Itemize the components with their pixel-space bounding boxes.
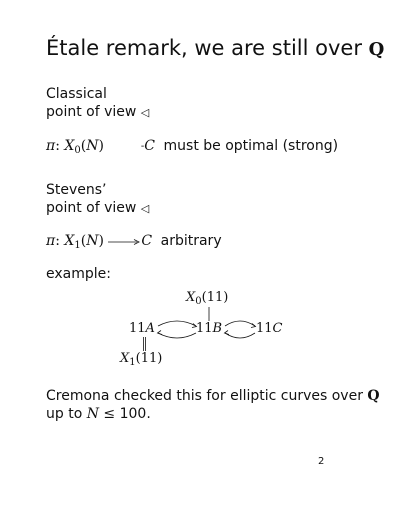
stevens-heading: Stevens’ xyxy=(46,182,107,198)
classical-heading: Classical xyxy=(46,86,107,102)
statement-optimal: π: $X_0(N)$ -C must be optimal (strong) xyxy=(46,138,339,156)
diagram-node-C: 11C xyxy=(256,321,283,336)
right-arrow-icon xyxy=(107,237,141,247)
stevens-subheading-text: point of view xyxy=(46,200,137,216)
statement-arbitrary xyxy=(46,233,222,251)
page-number: 2 xyxy=(318,456,325,467)
target-curve: C xyxy=(141,233,153,249)
optimal-text: must be optimal (strong) xyxy=(163,138,339,154)
arbitrary-text: arbitrary xyxy=(160,233,222,249)
cremona-line-1: Cremona checked this for elliptic curves over Q xyxy=(46,388,380,404)
field-symbol: Q xyxy=(367,388,380,404)
classical-subheading xyxy=(46,104,149,120)
subscript: 1 xyxy=(74,240,81,251)
title-field-symbol: Q xyxy=(368,39,385,60)
page-title xyxy=(46,36,384,60)
arrow-A-to-B xyxy=(158,321,196,326)
curve-argument: (N) xyxy=(80,233,104,249)
diagram-top-node: $X_0(11)$ xyxy=(186,290,229,307)
diagram-node-A: 11A xyxy=(129,321,155,336)
example-label: example: xyxy=(46,266,111,282)
subscript: 0 xyxy=(74,145,81,156)
triangle-symbol-icon: ◁ xyxy=(140,106,150,119)
arrow-C-to-B xyxy=(225,333,255,338)
classical-subheading-text: point of view xyxy=(46,104,137,120)
stevens-subheading xyxy=(46,200,149,216)
cremona-line-2: up to N ≤ 100. xyxy=(46,406,151,422)
pi-symbol: π xyxy=(46,233,56,249)
title-text: Étale remark, we are still over xyxy=(46,36,369,60)
pi-symbol: π xyxy=(46,138,56,154)
target-curve: C xyxy=(144,138,156,154)
diagram-node-B: 11B xyxy=(196,321,223,336)
diagram-bottom-node: $X_1(11)$ xyxy=(120,351,163,368)
modular-curve-X: X xyxy=(64,138,75,154)
triangle-symbol-icon: ◁ xyxy=(140,202,150,215)
colon: : xyxy=(55,233,60,249)
arrow-B-to-A xyxy=(158,333,196,338)
colon: : xyxy=(55,138,60,154)
arrow-B-to-C xyxy=(225,321,255,326)
modular-curve-X: X xyxy=(64,233,75,249)
curve-argument: (N) xyxy=(80,138,104,154)
